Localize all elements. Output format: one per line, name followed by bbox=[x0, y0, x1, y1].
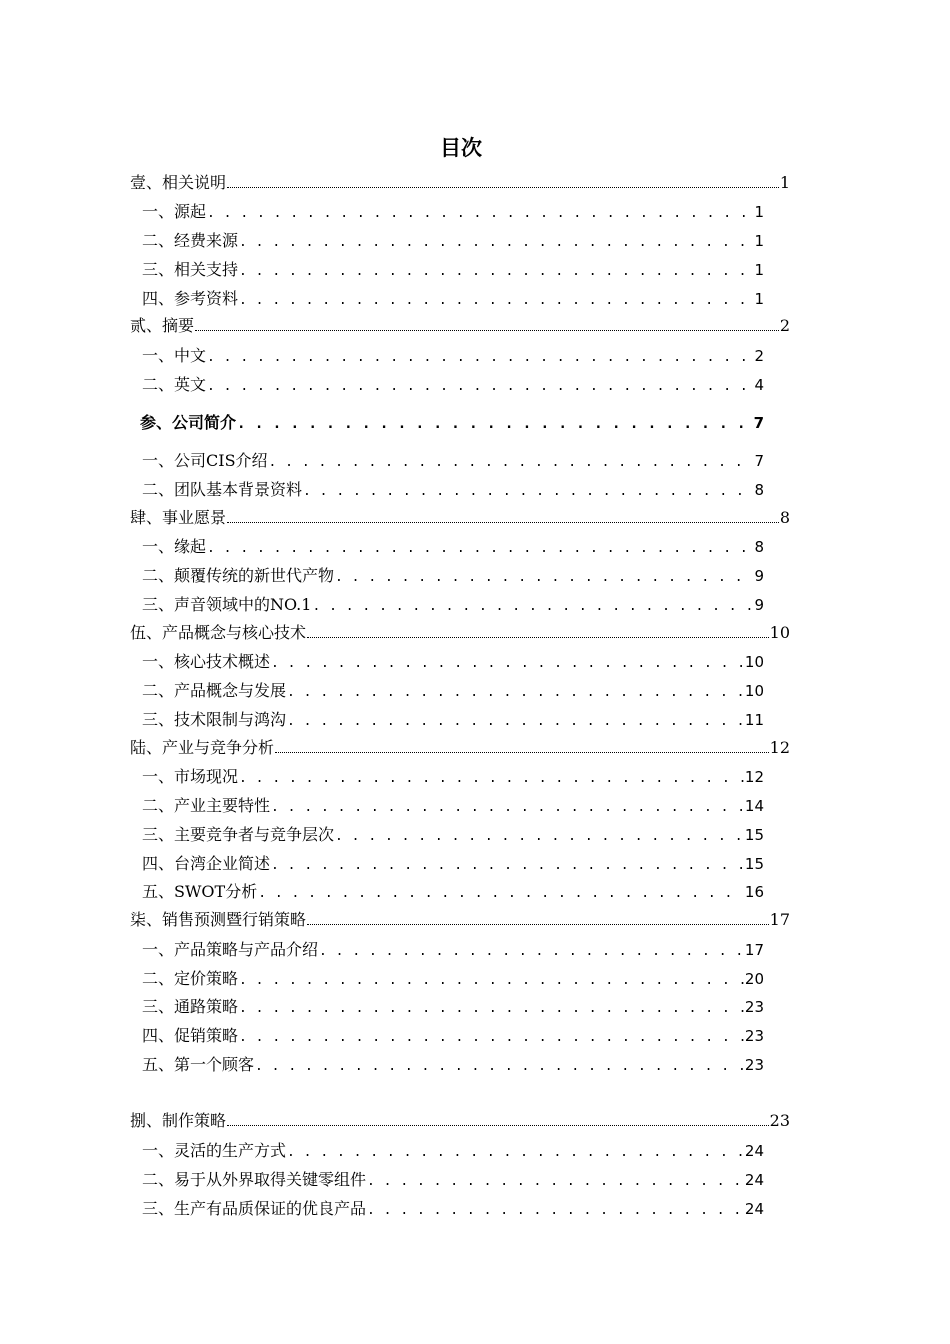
dot-leader bbox=[269, 451, 754, 470]
toc-entry-text: 三、技术限制与鸿沟 bbox=[142, 710, 287, 729]
dot-leader bbox=[239, 767, 744, 786]
dot-leader bbox=[227, 1124, 769, 1126]
toc-entry-level2[interactable] bbox=[142, 592, 764, 615]
toc-entry-text: 一、灵活的生产方式 bbox=[142, 1141, 287, 1160]
toc-entry-text: 二、定价策略 bbox=[142, 969, 239, 988]
dot-leader bbox=[307, 636, 769, 638]
dot-leader bbox=[271, 652, 744, 671]
toc-page-number: 14 bbox=[744, 797, 764, 815]
toc-entry-text: 二、团队基本背景资料 bbox=[142, 480, 303, 499]
toc-entry-level2[interactable] bbox=[142, 228, 764, 251]
toc-entry-text: 一、缘起 bbox=[142, 537, 207, 556]
dot-leader bbox=[239, 1026, 744, 1045]
toc-entry-level2[interactable] bbox=[142, 448, 764, 471]
toc-entry-level2[interactable] bbox=[142, 793, 764, 816]
toc-entry-level2[interactable] bbox=[142, 534, 764, 557]
dot-leader bbox=[312, 595, 753, 614]
toc-entry-level1[interactable] bbox=[130, 505, 790, 528]
toc-page-number: 17 bbox=[744, 941, 764, 959]
toc-page-number: 24 bbox=[744, 1171, 764, 1189]
toc-page-number: 23 bbox=[744, 1027, 764, 1045]
toc-page-number: 24 bbox=[744, 1200, 764, 1218]
dot-leader bbox=[239, 231, 753, 250]
toc-entry-level2[interactable] bbox=[142, 879, 764, 902]
toc-entry-text: 一、公司CIS介绍 bbox=[142, 451, 268, 470]
toc-entry-level1-bold[interactable] bbox=[140, 410, 764, 433]
toc-entry-text: 一、源起 bbox=[142, 202, 207, 221]
dot-leader bbox=[207, 346, 753, 365]
toc-entry-text: 三、声音领域中的NO.1 bbox=[142, 595, 312, 614]
dot-leader bbox=[307, 923, 769, 925]
toc-page-number: 1 bbox=[754, 203, 764, 221]
dot-leader bbox=[287, 710, 744, 729]
toc-entry-text: 三、生产有品质保证的优良产品 bbox=[142, 1199, 367, 1218]
dot-leader bbox=[255, 1055, 744, 1074]
toc-entry-text: 肆、事业愿景 bbox=[130, 508, 227, 527]
toc-page-number: 4 bbox=[754, 376, 764, 394]
dot-leader bbox=[287, 1141, 744, 1160]
toc-page-number: 2 bbox=[779, 316, 790, 335]
toc-entry-text: 二、产业主要特性 bbox=[142, 796, 271, 815]
toc-entry-text: 捌、制作策略 bbox=[130, 1111, 227, 1130]
toc-entry-level2[interactable] bbox=[142, 199, 764, 222]
toc-entry-text: 二、颠覆传统的新世代产物 bbox=[142, 566, 335, 585]
toc-entry-text: 五、第一个顾客 bbox=[142, 1055, 255, 1074]
toc-page-number: 20 bbox=[744, 970, 764, 988]
toc-entry-text: 陆、产业与竞争分析 bbox=[130, 738, 275, 757]
toc-entry-text: 参、公司简介 bbox=[140, 413, 237, 432]
toc-entry-level2[interactable] bbox=[142, 1023, 764, 1046]
toc-entry-level2[interactable] bbox=[142, 994, 764, 1017]
dot-leader bbox=[239, 997, 744, 1016]
toc-entry-level2[interactable] bbox=[142, 678, 764, 701]
toc-page-number: 1 bbox=[779, 173, 790, 192]
toc-page-number: 1 bbox=[754, 261, 764, 279]
toc-entry-level2[interactable] bbox=[142, 851, 764, 874]
toc-entry-text: 二、产品概念与发展 bbox=[142, 681, 287, 700]
toc-entry-text: 三、通路策略 bbox=[142, 997, 239, 1016]
toc-entry-text: 二、英文 bbox=[142, 375, 207, 394]
toc-entry-level2[interactable] bbox=[142, 937, 764, 960]
toc-entry-level1[interactable] bbox=[130, 170, 790, 193]
dot-leader bbox=[239, 260, 753, 279]
toc-page-number: 8 bbox=[779, 508, 790, 527]
toc-page-number: 24 bbox=[744, 1142, 764, 1160]
toc-entry-level2[interactable] bbox=[142, 286, 764, 309]
dot-leader bbox=[367, 1199, 744, 1218]
dot-leader bbox=[239, 289, 753, 308]
toc-page-number: 12 bbox=[769, 738, 790, 757]
toc-entry-level1[interactable] bbox=[130, 313, 790, 336]
dot-leader bbox=[207, 375, 753, 394]
dot-leader bbox=[271, 796, 744, 815]
toc-entry-text: 四、促销策略 bbox=[142, 1026, 239, 1045]
toc-entry-text: 四、参考资料 bbox=[142, 289, 239, 308]
toc-page-number: 9 bbox=[754, 596, 764, 614]
toc-page-number: 7 bbox=[754, 452, 764, 470]
dot-leader bbox=[227, 186, 779, 188]
toc-page-number: 16 bbox=[744, 883, 764, 901]
toc-entry-text: 三、主要竞争者与竞争层次 bbox=[142, 825, 335, 844]
toc-entry-level1[interactable] bbox=[130, 620, 790, 643]
toc-entry-text: 四、台湾企业简述 bbox=[142, 854, 271, 873]
toc-entry-text: 柒、销售预测暨行销策略 bbox=[130, 910, 307, 929]
toc-page-number: 11 bbox=[744, 711, 764, 729]
toc-entry-level2[interactable] bbox=[142, 1196, 764, 1219]
dot-leader bbox=[207, 202, 753, 221]
toc-page-number: 7 bbox=[753, 414, 764, 432]
toc-entry-level2[interactable] bbox=[142, 1167, 764, 1190]
toc-page-number: 12 bbox=[744, 768, 764, 786]
toc-entry-text: 三、相关支持 bbox=[142, 260, 239, 279]
toc-page-number: 8 bbox=[754, 538, 764, 556]
toc-page-number: 15 bbox=[744, 826, 764, 844]
toc-entry-level2[interactable] bbox=[142, 477, 764, 500]
toc-entry-level2[interactable] bbox=[142, 764, 764, 787]
dot-leader bbox=[335, 825, 744, 844]
toc-entry-text: 一、中文 bbox=[142, 346, 207, 365]
dot-leader bbox=[287, 681, 744, 700]
dot-leader bbox=[258, 882, 744, 901]
dot-leader bbox=[319, 940, 744, 959]
toc-page-number: 15 bbox=[744, 855, 764, 873]
toc-entry-level2[interactable] bbox=[142, 707, 764, 730]
toc-page-number: 23 bbox=[744, 1056, 764, 1074]
toc-entry-level2[interactable] bbox=[142, 1138, 764, 1161]
toc-page-number: 10 bbox=[744, 653, 764, 671]
toc-title: 目次 bbox=[440, 136, 482, 160]
toc-entry-text: 一、市场现况 bbox=[142, 767, 239, 786]
dot-leader bbox=[303, 480, 753, 499]
dot-leader bbox=[367, 1170, 744, 1189]
toc-entry-level2[interactable] bbox=[142, 343, 764, 366]
toc-entry-text: 一、产品策略与产品介绍 bbox=[142, 940, 319, 959]
toc-entry-text: 二、经费来源 bbox=[142, 231, 239, 250]
toc-entry-level1[interactable] bbox=[130, 907, 790, 930]
toc-entry-level2[interactable] bbox=[142, 1052, 764, 1075]
toc-entry-level2[interactable] bbox=[142, 563, 764, 586]
dot-leader bbox=[335, 566, 753, 585]
toc-page-number: 23 bbox=[769, 1111, 790, 1130]
toc-entry-text: 一、核心技术概述 bbox=[142, 652, 271, 671]
toc-page-number: 8 bbox=[754, 481, 764, 499]
dot-leader bbox=[195, 329, 779, 331]
toc-entry-level1[interactable] bbox=[130, 735, 790, 758]
toc-page-number: 10 bbox=[769, 623, 790, 642]
toc-entry-text: 二、易于从外界取得关键零组件 bbox=[142, 1170, 367, 1189]
dot-leader bbox=[207, 537, 753, 556]
toc-entry-text: 伍、产品概念与核心技术 bbox=[130, 623, 307, 642]
toc-page-number: 23 bbox=[744, 998, 764, 1016]
toc-entry-level2[interactable] bbox=[142, 822, 764, 845]
dot-leader bbox=[227, 521, 779, 523]
toc-page-number: 2 bbox=[754, 347, 764, 365]
toc-entry-level2[interactable] bbox=[142, 649, 764, 672]
toc-page-number: 10 bbox=[744, 682, 764, 700]
toc-entry-text: 贰、摘要 bbox=[130, 316, 195, 335]
toc-page-number: 1 bbox=[754, 290, 764, 308]
toc-entry-text: 壹、相关说明 bbox=[130, 173, 227, 192]
toc-entry-level2[interactable] bbox=[142, 966, 764, 989]
toc-page-number: 1 bbox=[754, 232, 764, 250]
toc-page-number: 9 bbox=[754, 567, 764, 585]
dot-leader bbox=[275, 751, 769, 753]
toc-entry-level1[interactable] bbox=[130, 1108, 790, 1131]
toc-entry-text: 五、SWOT分析 bbox=[142, 882, 258, 901]
toc-entry-level2[interactable] bbox=[142, 372, 764, 395]
dot-leader bbox=[237, 413, 753, 432]
toc-entry-level2[interactable] bbox=[142, 257, 764, 280]
dot-leader bbox=[271, 854, 744, 873]
dot-leader bbox=[239, 969, 744, 988]
toc-page-number: 17 bbox=[769, 910, 790, 929]
